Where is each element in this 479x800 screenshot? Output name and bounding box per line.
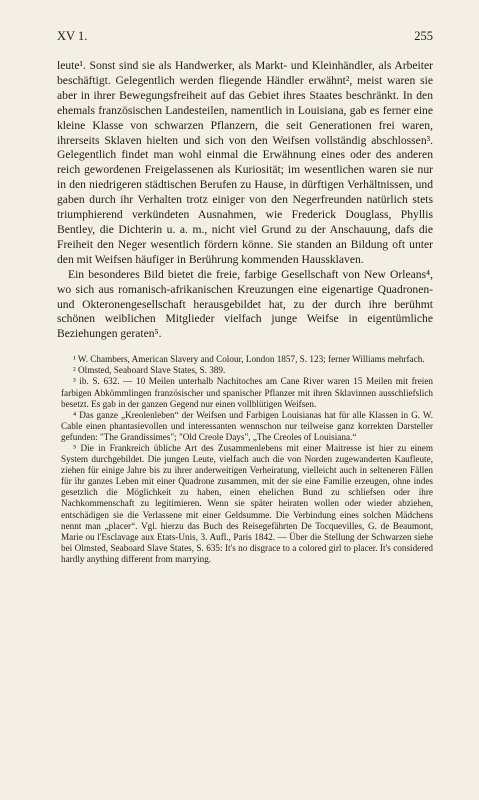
section-number: XV 1. — [57, 29, 88, 43]
footnote-2: ² Olmsted, Seaboard Slave States, S. 389. — [73, 365, 226, 376]
footnotes — [57, 354, 433, 565]
footnote-4: ⁴ Das ganze „Kreolenleben“ der Weifsen und Farbigen Louisianas hat für alle Klassen in G. W. Cable einen phantasievollen und interessanten wennschon nur teilweise ganz korrekten Darsteller gefunden: "The Grandissimes"; "Old Creole Days", „The Creoles of Louisiana.“ — [61, 409, 433, 442]
page-number: 255 — [414, 29, 433, 43]
running-header — [57, 29, 433, 43]
body-paragraph: leute¹. Sonst sind sie als Handwerker, als Markt- und Kleinhändler, als Arbeiter beschäftigt. Gelegentlich werden fliegende Händler erwähnt², meist waren sie aber in ihrer Bewegungsfreiheit auf das Gebiet ihres Staates beschränkt. In den ehemals französischen Landesteilen, namentlich in Louisiana, gab es ferner eine kleine Klasse von schwarzen Pflanzern, die seit Generationen frei waren, ihrerseits Sklaven hielten und sich von den Weifsen vollständig abschlossen³. Gelegentlich findet man wohl einmal die Erwähnung eines oder des anderen reich gewordenen Freigelassenen als Kuriosität; im wesentlichen waren sie nur in den niedrigeren städtischen Berufen zu Hause, in dürftigen Verhältnissen, und gaben durch ihr Verhalten trotz einiger von den Negerfreunden natürlich stets triumphierend verkündeten Ausnahmen, wie Frederick Douglass, Phyllis Bentley, die Dichterin u. a. m., nicht viel Grund zu der Anschauung, dafs die Freiheit den Neger wesentlich fördern könne. Sie standen an Bildung oft unter den mit Weifsen häufiger in Berührung kommenden Haussklaven. — [57, 59, 433, 266]
footnote-5: ⁵ Die in Frankreich übliche Art des Zusammenlebens mit einer Maitresse ist hier zu einem System durchgebildet. Die jungen Leute, vielfach auch die von Norden zugewanderten Kaufleute, ziehen für einige Jahre bis zu ihrer anderweitigen Verheiratung, vielleicht auch in selteneren Fällen für ihr ganzes Leben mit einer Quadrone zusammen, mit der sie eine Familie erzeugen, ohne indes gesetzlich die Möglichkeit zu haben, einen ehelichen Bund zu schliefsen oder ihre Nachkommenschaft zu legitimieren. Wenn sie später heiraten wollen oder wieder abziehen, entschädigen sie die Verlassene mit einer Geldsumme. Die Verbindung eines solchen Mädchens nennt man „placer“. Vgl. hierzu das Buch des Reisegefährten De Tocquevilles, G. de Beaumont, Marie ou l'Esclavage aux Etats-Unis, 3. Aufl., Paris 1842. — Über die Stellung der Schwarzen siehe bei Olmsted, Seaboard Slave States, S. 635: It's no disgrace to a colored girl to placer. It's considered hardly anything different from marrying. — [61, 442, 433, 564]
footnote-3: ³ ib. S. 632. — 10 Meilen unterhalb Nachitoches am Cane River waren 15 Meilen mit freien farbigen Abkömmlingen französischer und spanischer Pflanzer mit ihren Sklavinnen ausschliefslich besetzt. Es gab in der ganzen Gegend nur einen vollblütigen Weifsen. — [61, 376, 433, 409]
footnote-1: ¹ W. Chambers, American Slavery and Colour, London 1857, S. 123; ferner Williams mehrfach. — [73, 354, 425, 365]
body-paragraph: Ein besonderes Bild bietet die freie, farbige Gesellschaft von New Orleans⁴, wo sich aus romanisch-afrikanischen Kreuzungen eine eigenartige Quadronen- und Okteronengesellschaft herausgebildet hat, zu der durch ihre berühmt schönen weiblichen Mitglieder vielfach junge Weifse in eigentümliche Beziehungen geraten⁵. — [57, 267, 433, 341]
main-text — [57, 59, 433, 342]
